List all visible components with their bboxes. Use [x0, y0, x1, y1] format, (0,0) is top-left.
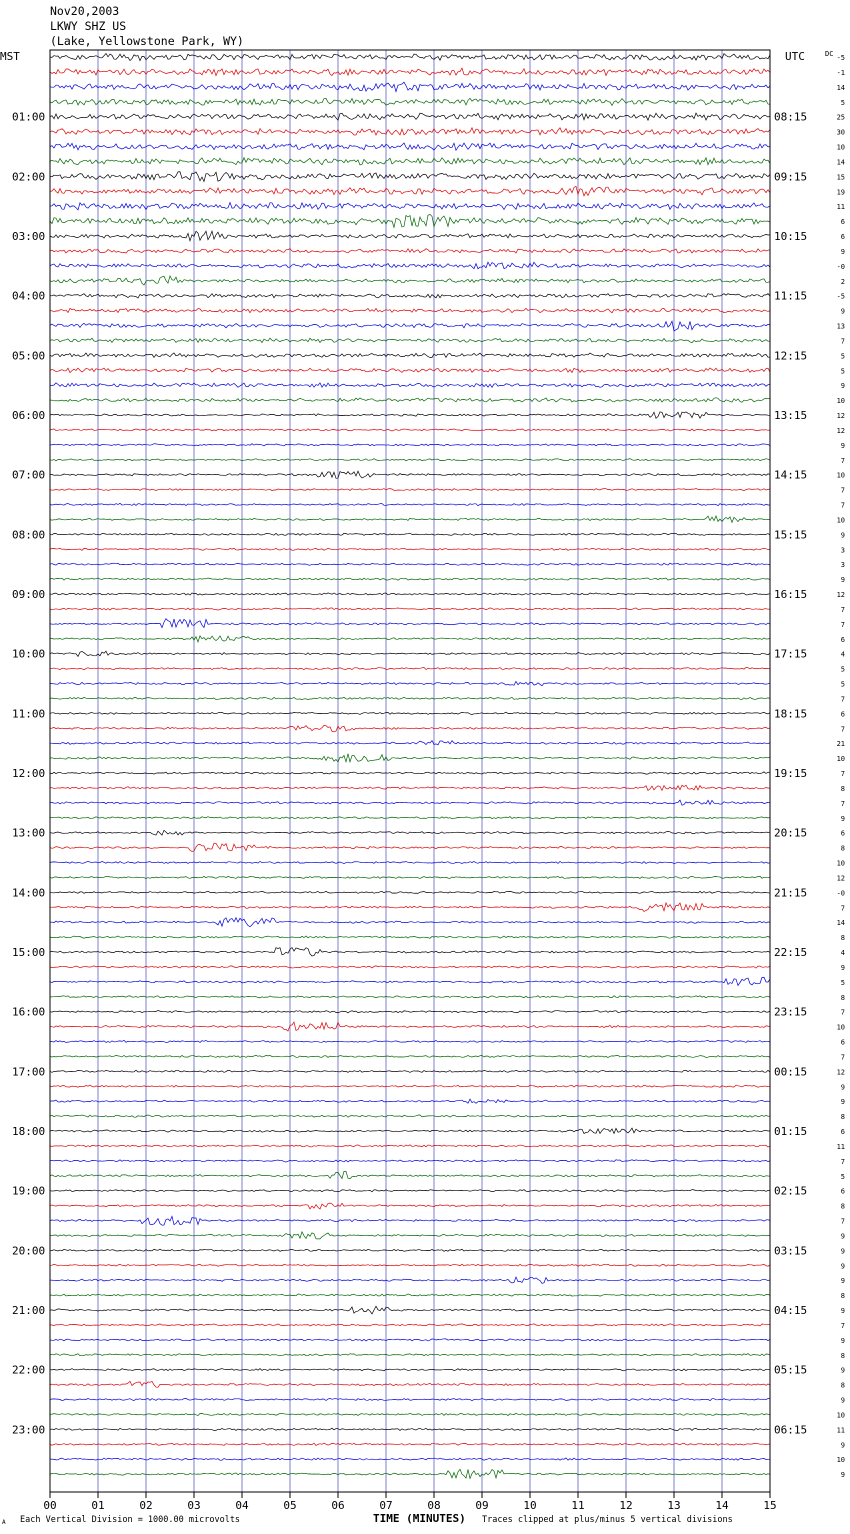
- dc-offset-value: 9: [840, 1441, 845, 1450]
- dc-offset-value: 7: [840, 904, 845, 913]
- trace-row: [50, 429, 770, 431]
- trace-row: [50, 186, 770, 196]
- right-hour-label: 18:15: [774, 707, 808, 721]
- dc-offset-value: 14: [836, 158, 845, 167]
- trace-row: [50, 172, 770, 182]
- dc-offset-value: 30: [836, 128, 845, 137]
- trace-row: [50, 1022, 770, 1031]
- right-hour-label: 06:15: [774, 1423, 808, 1437]
- right-hour-label: 21:15: [774, 886, 808, 900]
- trace-row: [50, 1190, 770, 1192]
- trace-row: [50, 113, 770, 120]
- trace-row: [50, 249, 770, 253]
- dc-offset-value: 12: [836, 591, 845, 599]
- dc-offset-value: -5: [836, 54, 845, 62]
- dc-offset-value: 4: [840, 949, 845, 957]
- left-axis-label: MST: [0, 50, 20, 63]
- x-tick-label: 05: [283, 1499, 297, 1512]
- header-date: Nov20,2003: [50, 4, 120, 18]
- right-hour-label: 23:15: [774, 1005, 808, 1019]
- dc-offset-value: 9: [840, 441, 845, 450]
- dc-offset-value: 9: [840, 382, 845, 391]
- trace-row: [50, 741, 770, 745]
- trace-row: [50, 1354, 770, 1356]
- dc-offset-value: 10: [836, 397, 845, 406]
- right-hour-label: 14:15: [774, 468, 808, 482]
- trace-row: [50, 1203, 770, 1209]
- dc-offset-value: 7: [840, 725, 845, 734]
- left-hour-label: 02:00: [12, 170, 46, 184]
- trace-row: [50, 830, 770, 835]
- dc-offset-value: 8: [840, 1113, 845, 1122]
- trace-row: [50, 1160, 770, 1162]
- trace-row: [50, 1040, 770, 1042]
- dc-offset-value: 7: [840, 456, 845, 465]
- x-tick-label: 01: [91, 1499, 105, 1512]
- trace-row: [50, 1011, 770, 1013]
- dc-offset-value: 3: [840, 546, 845, 555]
- dc-offset-value: 5: [840, 665, 845, 674]
- dc-offset-value: 9: [840, 531, 845, 540]
- right-hour-label: 11:15: [774, 289, 808, 303]
- trace-row: [50, 214, 770, 227]
- x-tick-label: 15: [763, 1499, 777, 1512]
- left-hour-label: 08:00: [12, 528, 46, 542]
- dc-offset-value: 7: [840, 605, 845, 614]
- trace-row: [50, 338, 770, 343]
- trace-row: [50, 533, 770, 535]
- trace-row: [50, 353, 770, 358]
- x-axis-title: TIME (MINUTES): [373, 1512, 466, 1525]
- trace-row: [50, 321, 770, 331]
- trace-row: [50, 1055, 770, 1057]
- trace-row: [50, 593, 770, 595]
- dc-offset-value: -0: [836, 262, 845, 271]
- trace-row: [50, 231, 770, 241]
- trace-row: [50, 697, 770, 699]
- trace-row: [50, 412, 770, 418]
- trace-row: [50, 1398, 770, 1400]
- dc-offset-value: 13: [836, 322, 845, 331]
- dc-offset-value: 10: [836, 143, 845, 152]
- left-hour-label: 15:00: [12, 946, 46, 959]
- trace-row: [50, 977, 770, 985]
- trace-row: [50, 636, 770, 642]
- x-tick-label: 07: [379, 1499, 393, 1512]
- minute-grid: [98, 50, 722, 1492]
- dc-offset-value: 6: [840, 218, 845, 227]
- dc-offset-value: 7: [840, 337, 845, 346]
- left-hour-label: 04:00: [12, 289, 46, 303]
- dc-offset-value: 4: [840, 650, 845, 659]
- right-hour-label: 08:15: [774, 110, 808, 124]
- trace-row: [50, 1249, 770, 1251]
- dc-offset-value: 11: [836, 1426, 845, 1435]
- dc-offset-value: 12: [836, 874, 845, 883]
- trace-row: [50, 712, 770, 714]
- dc-offset-value: 7: [840, 1008, 845, 1017]
- dc-offset-value: 5: [840, 978, 845, 987]
- trace-row: [50, 861, 770, 863]
- right-axis-label: UTC: [785, 50, 805, 63]
- trace-row: [50, 158, 770, 165]
- dc-offset-value: -0: [836, 889, 845, 898]
- trace-row: [50, 82, 770, 91]
- trace-row: [50, 1232, 770, 1239]
- dc-offset-value: 10: [836, 1411, 845, 1420]
- x-tick-label: 14: [715, 1499, 729, 1512]
- trace-row: [50, 1277, 770, 1283]
- right-hour-label: 15:15: [774, 528, 808, 542]
- trace-row: [50, 1458, 770, 1460]
- trace-row: [50, 800, 770, 805]
- dc-offset-value: 7: [840, 1217, 845, 1226]
- trace-row: [50, 1443, 770, 1445]
- left-hour-label: 19:00: [12, 1184, 46, 1198]
- dc-offset-value: 3: [840, 561, 845, 570]
- x-tick-label: 03: [187, 1499, 201, 1512]
- trace-row: [50, 98, 770, 105]
- footer-clip-note: Traces clipped at plus/minus 5 vertical divisions: [482, 1515, 733, 1525]
- dc-offset-value: 5: [840, 680, 845, 689]
- right-hour-label: 03:15: [774, 1244, 808, 1258]
- right-hour-label: 17:15: [774, 647, 808, 661]
- right-hour-label: 02:15: [774, 1184, 808, 1198]
- trace-row: [50, 876, 770, 878]
- trace-row: [50, 1339, 770, 1341]
- right-hour-label: 00:15: [774, 1065, 808, 1079]
- dc-offset-value: 7: [840, 486, 845, 495]
- dc-offset-value: 7: [840, 620, 845, 629]
- dc-offset-value: 19: [836, 188, 845, 197]
- left-hour-label: 07:00: [12, 468, 46, 482]
- trace-row: [50, 903, 770, 912]
- trace-row: [50, 1099, 770, 1103]
- dc-offset-value: 6: [840, 710, 845, 719]
- trace-row: [50, 1324, 770, 1326]
- trace-row: [50, 128, 770, 135]
- dc-offset-value: 11: [836, 203, 845, 212]
- dc-offset-value: 2: [840, 277, 845, 286]
- x-tick-label: 11: [571, 1499, 585, 1512]
- dc-offset-value: 9: [840, 1247, 845, 1256]
- dc-offset-value: 7: [840, 501, 845, 510]
- dc-offset-value: 8: [840, 993, 845, 1002]
- trace-row: [50, 489, 770, 491]
- trace-row: [50, 948, 770, 957]
- trace-row: [50, 1294, 770, 1296]
- trace-row: [50, 996, 770, 998]
- dc-offset-value: 9: [840, 1262, 845, 1271]
- trace-row: [50, 1128, 770, 1133]
- x-tick-label: 02: [139, 1499, 153, 1512]
- footer-scale-note: Each Vertical Division = 1000.00 microvolts: [20, 1515, 241, 1525]
- dc-offset-value: 9: [840, 1277, 845, 1286]
- dc-offset-value: 7: [840, 1321, 845, 1330]
- trace-group: [50, 54, 770, 1479]
- dc-offset-value: 12: [836, 426, 845, 435]
- dc-offset-value: 9: [840, 1366, 845, 1375]
- trace-row: [50, 276, 770, 285]
- right-hour-label: 20:15: [774, 826, 808, 840]
- dc-offset-value: 6: [840, 1128, 845, 1136]
- trace-row: [50, 1381, 770, 1387]
- trace-row: [50, 294, 770, 298]
- trace-row: [50, 308, 770, 312]
- trace-row: [50, 966, 770, 968]
- left-hour-label: 18:00: [12, 1125, 46, 1138]
- dc-offset-value: 12: [836, 1068, 845, 1077]
- trace-row: [50, 368, 770, 373]
- left-hour-label: 23:00: [12, 1423, 46, 1437]
- dc-offset-value: 10: [836, 1456, 845, 1465]
- x-tick-label: 13: [667, 1499, 681, 1512]
- left-hour-label: 14:00: [12, 886, 46, 900]
- dc-offset-value: 14: [836, 919, 845, 928]
- dc-offset-value: 9: [840, 1396, 845, 1405]
- trace-row: [50, 918, 770, 927]
- left-hour-label: 01:00: [12, 110, 46, 124]
- dc-offset-value: 8: [840, 844, 845, 853]
- dc-offset-value: 12: [836, 412, 845, 420]
- dc-offset-value: 9: [840, 1471, 845, 1480]
- trace-row: [50, 1369, 770, 1371]
- left-hour-label: 05:00: [12, 349, 46, 363]
- trace-row: [50, 54, 770, 61]
- header-station: LKWY SHZ US: [50, 19, 127, 33]
- trace-row: [50, 891, 770, 893]
- dc-offset-value: 21: [836, 740, 845, 749]
- trace-row: [50, 668, 770, 670]
- dc-offset-value: 7: [840, 770, 845, 778]
- dc-offset-value: 5: [840, 1172, 845, 1181]
- dc-offset-value: 9: [840, 1307, 845, 1315]
- left-hour-label: 09:00: [12, 588, 46, 601]
- axis-labels: [0, 50, 845, 1512]
- left-hour-label: 03:00: [12, 230, 46, 243]
- x-tick-label: 06: [331, 1499, 345, 1512]
- dc-offset-value: 8: [840, 1351, 845, 1360]
- right-hour-label: 19:15: [774, 767, 808, 780]
- right-hour-label: 13:15: [774, 409, 808, 422]
- dc-offset-value: 8: [840, 1381, 845, 1390]
- right-hour-label: 05:15: [774, 1363, 808, 1377]
- trace-row: [50, 651, 770, 656]
- left-hour-label: 21:00: [12, 1304, 46, 1317]
- right-hour-label: 22:15: [774, 946, 808, 959]
- dc-offset-value: 5: [840, 367, 845, 376]
- left-hour-label: 22:00: [12, 1363, 46, 1377]
- dc-offset-value: 9: [840, 1232, 845, 1241]
- dc-offset-value: 10: [836, 516, 845, 525]
- trace-row: [50, 725, 770, 731]
- trace-row: [50, 608, 770, 610]
- trace-row: [50, 936, 770, 938]
- trace-row: [50, 785, 770, 790]
- dc-offset-value: 6: [840, 1187, 845, 1196]
- x-tick-label: 00: [43, 1499, 57, 1512]
- trace-row: [50, 1171, 770, 1178]
- dc-offset-value: 7: [840, 799, 845, 808]
- x-tick-label: 04: [235, 1499, 249, 1512]
- x-tick-label: 09: [475, 1499, 489, 1512]
- trace-row: [50, 459, 770, 461]
- left-hour-label: 13:00: [12, 826, 46, 840]
- left-hour-label: 10:00: [12, 647, 46, 661]
- trace-row: [50, 471, 770, 478]
- dc-offset-value: 25: [836, 113, 845, 122]
- dc-offset-value: 8: [840, 934, 845, 943]
- trace-row: [50, 1413, 770, 1415]
- trace-row: [50, 548, 770, 550]
- dc-offset-value: 5: [840, 98, 845, 107]
- trace-row: [50, 383, 770, 387]
- dc-offset-value: 7: [840, 1053, 845, 1062]
- dc-label: DC: [825, 50, 834, 58]
- trace-row: [50, 143, 770, 150]
- x-tick-label: 08: [427, 1499, 441, 1512]
- dc-offset-value: 9: [840, 247, 845, 256]
- right-hour-label: 16:15: [774, 588, 808, 601]
- trace-row: [50, 1115, 770, 1117]
- trace-row: [50, 516, 770, 522]
- trace-row: [50, 398, 770, 403]
- trace-row: [50, 262, 770, 269]
- trace-row: [50, 444, 770, 446]
- trace-row: [50, 619, 770, 628]
- dc-offset-value: 9: [840, 576, 845, 585]
- dc-offset-value: 10: [836, 471, 845, 480]
- right-hour-label: 09:15: [774, 170, 808, 184]
- dc-offset-value: 10: [836, 755, 845, 764]
- left-hour-label: 12:00: [12, 767, 46, 780]
- left-hour-label: 17:00: [12, 1065, 46, 1079]
- trace-row: [50, 503, 770, 505]
- trace-row: [50, 1428, 770, 1430]
- dc-offset-value: 8: [840, 1202, 845, 1211]
- corner-mark: A: [2, 1519, 6, 1526]
- dc-offset-value: 9: [840, 814, 845, 823]
- x-tick-label: 12: [619, 1499, 633, 1512]
- dc-offset-value: 6: [840, 829, 845, 838]
- dc-offset-value: 9: [840, 1098, 845, 1107]
- x-tick-label: 10: [523, 1499, 537, 1512]
- trace-row: [50, 1306, 770, 1314]
- dc-offset-value: 15: [836, 173, 845, 182]
- dc-offset-value: 9: [840, 1336, 845, 1345]
- plot-frame: [50, 50, 770, 1492]
- left-hour-label: 20:00: [12, 1244, 46, 1258]
- trace-row: [50, 68, 770, 76]
- left-hour-label: 16:00: [12, 1005, 46, 1019]
- dc-offset-value: 6: [840, 1038, 845, 1047]
- left-hour-label: 11:00: [12, 707, 46, 721]
- dc-offset-value: 9: [840, 307, 845, 316]
- dc-offset-value: 8: [840, 784, 845, 793]
- trace-row: [50, 817, 770, 819]
- trace-row: [50, 563, 770, 565]
- trace-row: [50, 843, 770, 851]
- trace-row: [50, 1264, 770, 1266]
- trace-row: [50, 1145, 770, 1147]
- trace-row: [50, 578, 770, 580]
- dc-offset-value: 10: [836, 859, 845, 868]
- dc-offset-value: 9: [840, 963, 845, 972]
- dc-offset-value: -5: [836, 292, 845, 301]
- trace-row: [50, 1085, 770, 1087]
- header-location: (Lake, Yellowstone Park, WY): [50, 34, 244, 48]
- left-hour-label: 06:00: [12, 409, 46, 422]
- trace-row: [50, 1216, 770, 1225]
- trace-row: [50, 1070, 770, 1072]
- right-hour-label: 04:15: [774, 1304, 808, 1317]
- dc-offset-value: 9: [840, 1083, 845, 1092]
- dc-offset-value: 6: [840, 635, 845, 644]
- trace-row: [50, 772, 770, 774]
- dc-offset-value: 6: [840, 233, 845, 241]
- trace-row: [50, 203, 770, 210]
- trace-row: [50, 682, 770, 686]
- dc-offset-value: 7: [840, 1157, 845, 1166]
- dc-offset-value: 8: [840, 1292, 845, 1301]
- dc-offset-value: 10: [836, 1023, 845, 1032]
- right-hour-label: 10:15: [774, 230, 808, 243]
- dc-offset-value: 5: [840, 352, 845, 361]
- right-hour-label: 12:15: [774, 349, 808, 363]
- dc-offset-value: 11: [836, 1142, 845, 1151]
- trace-row: [50, 1469, 770, 1478]
- dc-offset-value: -1: [836, 68, 845, 77]
- dc-offset-value: 14: [836, 83, 845, 92]
- right-hour-label: 01:15: [774, 1125, 808, 1138]
- trace-row: [50, 754, 770, 762]
- dc-offset-value: 7: [840, 695, 845, 704]
